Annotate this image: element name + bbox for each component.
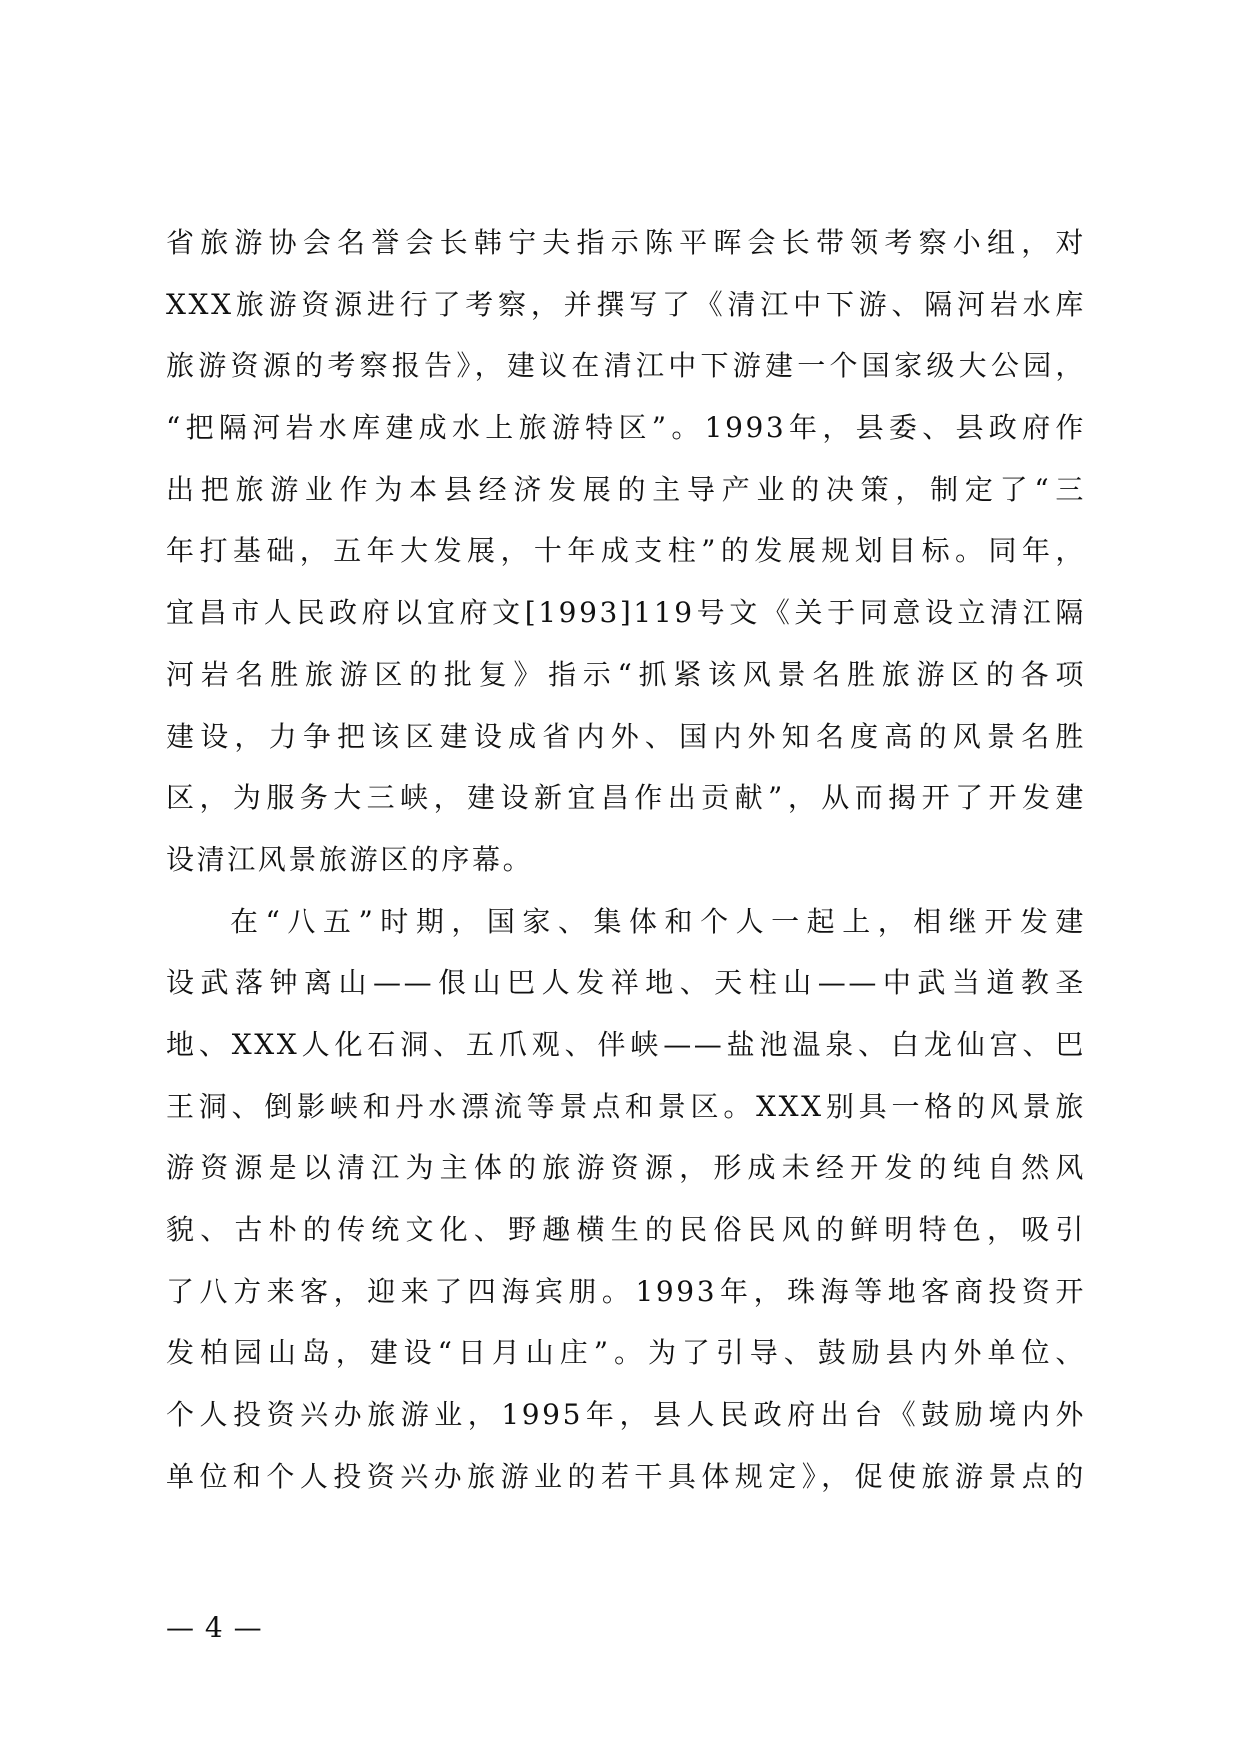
text-line: 貌、古朴的传统文化、野趣横生的民俗民风的鲜明特色，吸引 xyxy=(166,1213,1086,1246)
text-line: 设清江风景旅游区的序幕。 xyxy=(166,842,534,876)
text-line: XXX旅游资源进行了考察，并撰写了《清江中下游、隔河岩水库 xyxy=(166,287,1086,321)
text-line: 建设，力争把该区建设成省内外、国内外知名度高的风景名胜 xyxy=(166,719,1086,753)
text-line: 了八方来客，迎来了四海宾朋。1993年，珠海等地客商投资开 xyxy=(166,1274,1086,1308)
text-line: 设武落钟离山——佷山巴人发祥地、天柱山——中武当道教圣 xyxy=(166,966,1086,1000)
text-line: 发柏园山岛，建设“日月山庄”。为了引导、鼓励县内外单位、 xyxy=(166,1336,1086,1370)
page-number: — 4 — xyxy=(166,1611,263,1644)
text-line: 王洞、倒影峡和丹水漂流等景点和景区。XXX别具一格的风景旅 xyxy=(166,1089,1086,1123)
text-line: 省旅游协会名誉会长韩宁夫指示陈平晖会长带领考察小组，对 xyxy=(166,226,1086,259)
text-line: 年打基础，五年大发展，十年成支柱”的发展规划目标。同年， xyxy=(166,534,1086,568)
text-line: 游资源是以清江为主体的旅游资源，形成未经开发的纯自然风 xyxy=(166,1151,1086,1185)
text-line: 河岩名胜旅游区的批复》指示“抓紧该风景名胜旅游区的各项 xyxy=(166,657,1086,691)
text-line: 旅游资源的考察报告》，建议在清江中下游建一个国家级大公园， xyxy=(166,349,1086,383)
body-text xyxy=(166,212,1086,1507)
text-line: 地、XXX人化石洞、五爪观、伴峡——盐池温泉、白龙仙宫、巴 xyxy=(166,1027,1086,1061)
text-line: 在“八五”时期，国家、集体和个人一起上，相继开发建 xyxy=(230,904,1086,938)
text-line: 个人投资兴办旅游业，1995年，县人民政府出台《鼓励境内外 xyxy=(166,1398,1086,1432)
text-line: “把隔河岩水库建成水上旅游特区”。1993年，县委、县政府作 xyxy=(166,411,1086,445)
text-line: 区，为服务大三峡，建设新宜昌作出贡献”，从而揭开了开发建 xyxy=(166,781,1086,815)
text-line: 单位和个人投资兴办旅游业的若干具体规定》，促使旅游景点的 xyxy=(166,1459,1086,1493)
text-line: 宜昌市人民政府以宜府文[1993]119号文《关于同意设立清江隔 xyxy=(166,596,1086,630)
text-line: 出把旅游业作为本县经济发展的主导产业的决策，制定了“三 xyxy=(166,472,1086,506)
